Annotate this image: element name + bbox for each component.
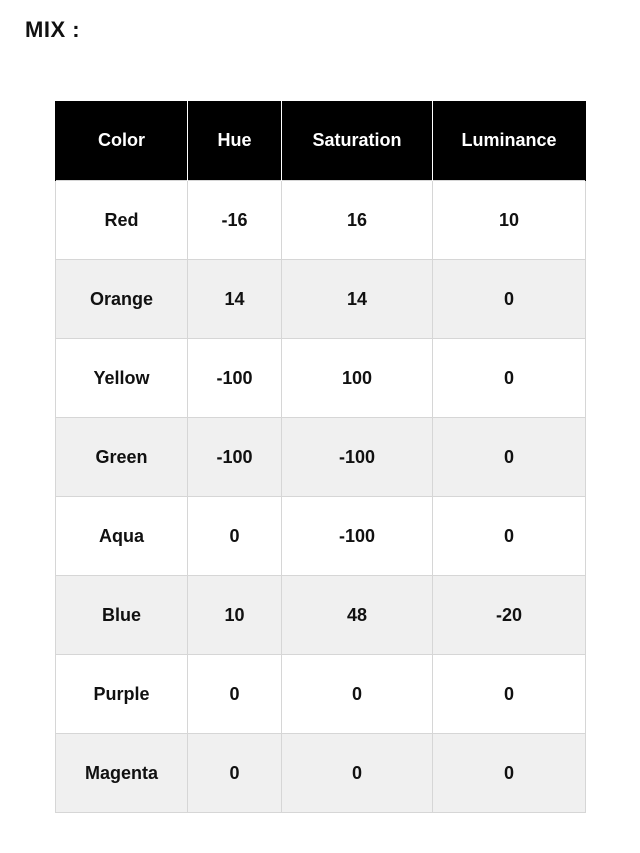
- hue-cell: -16: [188, 181, 282, 260]
- column-header-luminance: Luminance: [433, 101, 586, 181]
- color-cell: Orange: [56, 260, 188, 339]
- luminance-cell: 0: [433, 655, 586, 734]
- table-row: [56, 655, 586, 734]
- luminance-cell: 0: [433, 734, 586, 813]
- hue-cell: 14: [188, 260, 282, 339]
- table-body: [56, 181, 586, 813]
- luminance-cell: 0: [433, 497, 586, 576]
- color-cell: Blue: [56, 576, 188, 655]
- table-header-row: [56, 101, 586, 181]
- luminance-cell: 0: [433, 260, 586, 339]
- luminance-cell: 0: [433, 339, 586, 418]
- table-header: [56, 101, 586, 181]
- saturation-cell: 14: [282, 260, 433, 339]
- table-row: [56, 339, 586, 418]
- table-row: [56, 734, 586, 813]
- saturation-cell: -100: [282, 418, 433, 497]
- color-cell: Aqua: [56, 497, 188, 576]
- saturation-cell: 100: [282, 339, 433, 418]
- saturation-cell: 0: [282, 655, 433, 734]
- luminance-cell: 10: [433, 181, 586, 260]
- color-cell: Yellow: [56, 339, 188, 418]
- color-cell: Red: [56, 181, 188, 260]
- page-title: MIX :: [25, 17, 81, 42]
- table-row: [56, 576, 586, 655]
- table-row: [56, 260, 586, 339]
- luminance-cell: 0: [433, 418, 586, 497]
- hue-cell: -100: [188, 339, 282, 418]
- hue-cell: 0: [188, 734, 282, 813]
- saturation-cell: 16: [282, 181, 433, 260]
- table-row: [56, 497, 586, 576]
- column-header-hue: Hue: [188, 101, 282, 181]
- hue-cell: -100: [188, 418, 282, 497]
- color-cell: Purple: [56, 655, 188, 734]
- luminance-cell: -20: [433, 576, 586, 655]
- hue-cell: 10: [188, 576, 282, 655]
- table-row: [56, 181, 586, 260]
- saturation-cell: 0: [282, 734, 433, 813]
- mix-settings-table: [55, 101, 586, 813]
- color-cell: Magenta: [56, 734, 188, 813]
- color-cell: Green: [56, 418, 188, 497]
- column-header-color: Color: [56, 101, 188, 181]
- hue-cell: 0: [188, 497, 282, 576]
- saturation-cell: -100: [282, 497, 433, 576]
- table-row: [56, 418, 586, 497]
- column-header-saturation: Saturation: [282, 101, 433, 181]
- saturation-cell: 48: [282, 576, 433, 655]
- hue-cell: 0: [188, 655, 282, 734]
